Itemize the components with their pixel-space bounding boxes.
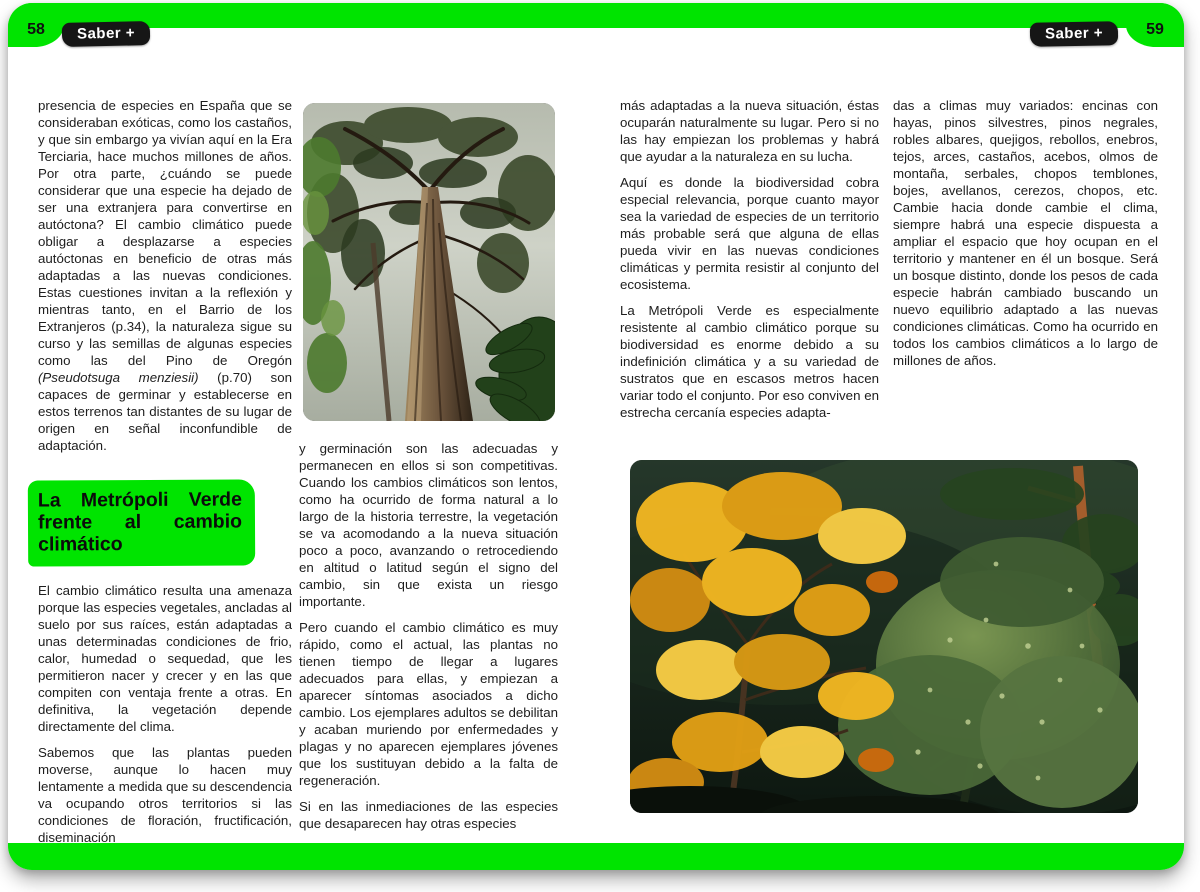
pine-tree-photo	[303, 103, 555, 421]
pine-tree-illustration	[303, 103, 555, 421]
page-spread	[8, 3, 1184, 870]
body-paragraph: Aquí es donde la biodiversidad cobra especial relevancia, porque cuanto mayor sea la variedad de especies de un territorio más probable será que alguna de ellas pueda vivir en las nuevas condiciones climáticas y permita resistir al conjunto del ecosistema.	[620, 175, 879, 292]
body-paragraph: y germinación son las adecuadas y permanecen en ellos si son competitivas. Cuando los cambios climáticos son lentos, como ha ocurrido de forma natural a lo largo de la historia terrestre, la vegetación se va acomodando a la nueva situación poco a poco, avanzando o retrocediendo en altitud o latitud según el signo del cambio, sin que exista un riesgo importante.	[299, 441, 558, 609]
section-heading-highlight: La Metrópoli Verde frente al cambio climático	[28, 479, 255, 566]
page-number-right: 59	[1146, 21, 1164, 38]
body-paragraph: más adaptadas a la nueva situación, éstas ocuparán naturalmente su lugar. Pero si no las hay empiezan los problemas y habrá que ayudar a la naturaleza en su lucha.	[620, 98, 879, 164]
page-number-left: 58	[27, 21, 45, 38]
body-paragraph: Sabemos que las plantas pueden moverse, aunque lo hacen muy lentamente a medida que su descendencia va ocupando otros territorios si las condiciones de floración, fructificación, diseminación	[38, 745, 292, 845]
body-paragraph	[38, 97, 292, 454]
page-number-tab-right	[1126, 3, 1184, 47]
body-paragraph: La Metrópoli Verde es especialmente resistente al cambio climático porque su biodiversidad es enorme debido a su indefinición climática y a su variedad de sustratos que en escasos metros hacen variar todo el conjunto. Por eso conviven en estrecha cercanía especies adapta-	[620, 303, 879, 420]
body-paragraph: Si en las inmediaciones de las especies que desaparecen hay otras especies	[299, 799, 558, 831]
section-badge-left: Saber +	[62, 21, 151, 47]
paragraph-text: (p.70) son capaces de germinar y establecerse en estos terrenos tan distantes de su lugar de origen en señal inconfundible de adaptación.	[38, 370, 292, 453]
body-paragraph: das a climas muy variados: encinas con hayas, pinos silvestres, pinos negrales, robles albares, quejigos, rebollos, enebros, tejos, arces, castaños, acebos, olmos de montaña, serbales, chopos temblones, bojes, avellanos, cerezos, chopos, etc. Cambie hacia donde cambie el clima, siempre habrá una especie dispuesta a ampliar el espacio que hoy ocupan en el territorio y mantener en él un bosque. Será un bosque distinto, donde los pesos de cada especie habrán cambiado buscando un nuevo equilibrio adaptado a las nuevas condiciones climáticas. Como ha ocurrido en todos los cambios climáticos a lo largo de millones de años.	[893, 98, 1158, 368]
autumn-forest-illustration	[630, 460, 1138, 813]
section-badge-right: Saber +	[1030, 21, 1119, 47]
species-latin-name: (Pseudotsuga menziesii)	[38, 370, 199, 385]
header-green-bar	[8, 3, 1184, 28]
left-page-column-1	[38, 97, 292, 855]
right-page-column-2	[893, 97, 1158, 378]
body-paragraph: Pero cuando el cambio climático es muy rápido, como el actual, las plantas no tienen tiempo de llegar a lugares adecuados para ellas, y empiezan a aparecer síntomas asociados a dicho cambio. Los ejemplares adultos se debilitan y acaban muriendo por enfermedades y plagas y no aparecen ejemplares jóvenes que los sustituyan debido a la falta de regeneración.	[299, 620, 558, 788]
paragraph-text: presencia de especies en España que se consideraban exóticas, como los castaños, y que sin embargo ya vivían aquí en la Era Terciaria, hace muchos millones de años. Por otra parte, ¿cuándo se puede considerar que una especie ha dejado de ser una extranjera para convertirse en autóctona? El cambio climático puede obligar a desplazarse a especies autóctonas en beneficio de otras más adaptadas a las nuevas condiciones. Estas cuestiones invitan a la reflexión y mientras tanto, en el Barrio de los Extranjeros (p.34), la naturaleza sigue su curso y las semillas de algunas especies como las del Pino de Oregón	[38, 98, 292, 368]
page-number-tab-left	[8, 3, 64, 47]
autumn-forest-photo	[630, 460, 1138, 813]
right-page-column-1	[620, 97, 879, 430]
body-paragraph: El cambio climático resulta una amenaza porque las especies vegetales, ancladas al suelo por sus raíces, están adaptadas a unas determinadas condiciones de frio, calor, humedad o sequedad, que les permitieron nacer y crecer y en las que compiten con ventaja frente a otras. En definitiva, la vegetación depende directamente del clima.	[38, 583, 292, 734]
left-page-column-2	[299, 440, 558, 841]
